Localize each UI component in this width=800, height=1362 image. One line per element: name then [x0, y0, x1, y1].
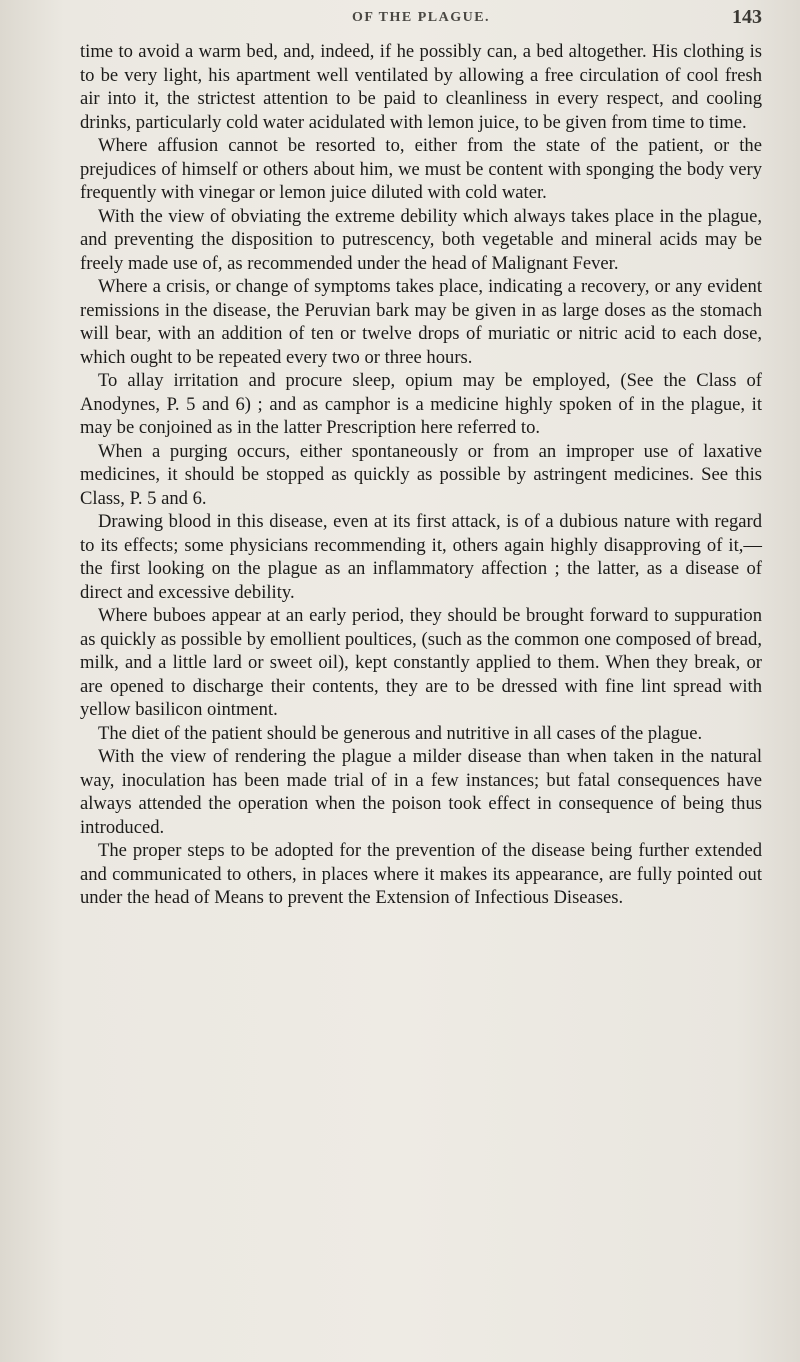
paragraph-prevention: The proper steps to be adopted for the prevention of the disease being further extended and communicated to others, in places where it makes its appearance, are fully pointed out under the head of Means to prevent the Extension of Infectious Diseases. — [80, 840, 762, 908]
paragraph-diet: The diet of the patient should be generous and nutritive in all cases of the plague. — [98, 722, 703, 744]
paragraph-purging: When a purging occurs, either spontaneously or from an improper use of laxative medicines, it should be stopped as quickly as possible by astringent medicines. See this Class, P. 5 and 6. — [80, 440, 762, 509]
paragraph-opium: To allay irritation and procure sleep, opium may be employed, (See the Class of Anodynes, P. 5 and 6) ; and as camphor is a medicine highly spoken of in the plague, it may be conjoined as in the latter Prescription here referred to. — [80, 370, 762, 438]
paragraph-affusion: Where affusion cannot be resorted to, either from the state of the patient, or the prejudices of himself or others about him, we must be content with sponging the body very frequently with vinegar or lemon juice diluted with cold water. — [80, 135, 762, 203]
paragraph-warm-bed: time to avoid a warm bed, and, indeed, if he possibly can, a bed altogether. His clothing is to be very light, his apartment well ventilated by allowing a free circulation of cool fresh air into it, the strictest attention to be paid to cleanliness in every respect, and cooling drinks, particularly cold water acidulated with lemon juice, to be given from time to time. — [80, 41, 762, 133]
paragraph-crisis-bark: Where a crisis, or change of symptoms takes place, indicating a recovery, or any evident remissions in the disease, the Peruvian bark may be given in as large doses as the stomach will bear, with an addition of ten or twelve drops of muriatic or nitric acid to each dose, which ought to be repeated every two or three hours. — [80, 276, 762, 368]
running-head — [80, 0, 762, 40]
paragraph-drawing-blood: Drawing blood in this disease, even at its first attack, is of a dubious nature with regard to its effects; some physicians recommending it, others again highly disapproving of it,—the first looking on the plague as an inflammatory affection ; the latter, as a disease of direct and excessive debility. — [80, 511, 762, 603]
running-title: OF THE PLAGUE. — [351, 10, 491, 25]
paragraph-inoculation: With the view of rendering the plague a milder disease than when taken in the natural way, inoculation has been made trial of in a few instances; but fatal consequences have always attended the operation when the poison took effect in consequence of being thus introduced. — [80, 746, 762, 838]
paragraph-debility-acids: With the view of obviating the extreme debility which always takes place in the plague, and preventing the disposition to putrescency, both vegetable and mineral acids may be freely made use of, as recommended under the head of Malignant Fever. — [80, 205, 762, 274]
page-number: 143 — [732, 6, 762, 28]
paragraph-buboes: Where buboes appear at an early period, they should be brought forward to suppuration as quickly as possible by emollient poultices, (such as the common one composed of bread, milk, and a little lard or sweet oil), kept constantly applied to them. When they break, or are opened to discharge their contents, they are to be dressed with fine lint spread with yellow basilicon ointment. — [80, 605, 762, 720]
body-text — [80, 40, 762, 910]
